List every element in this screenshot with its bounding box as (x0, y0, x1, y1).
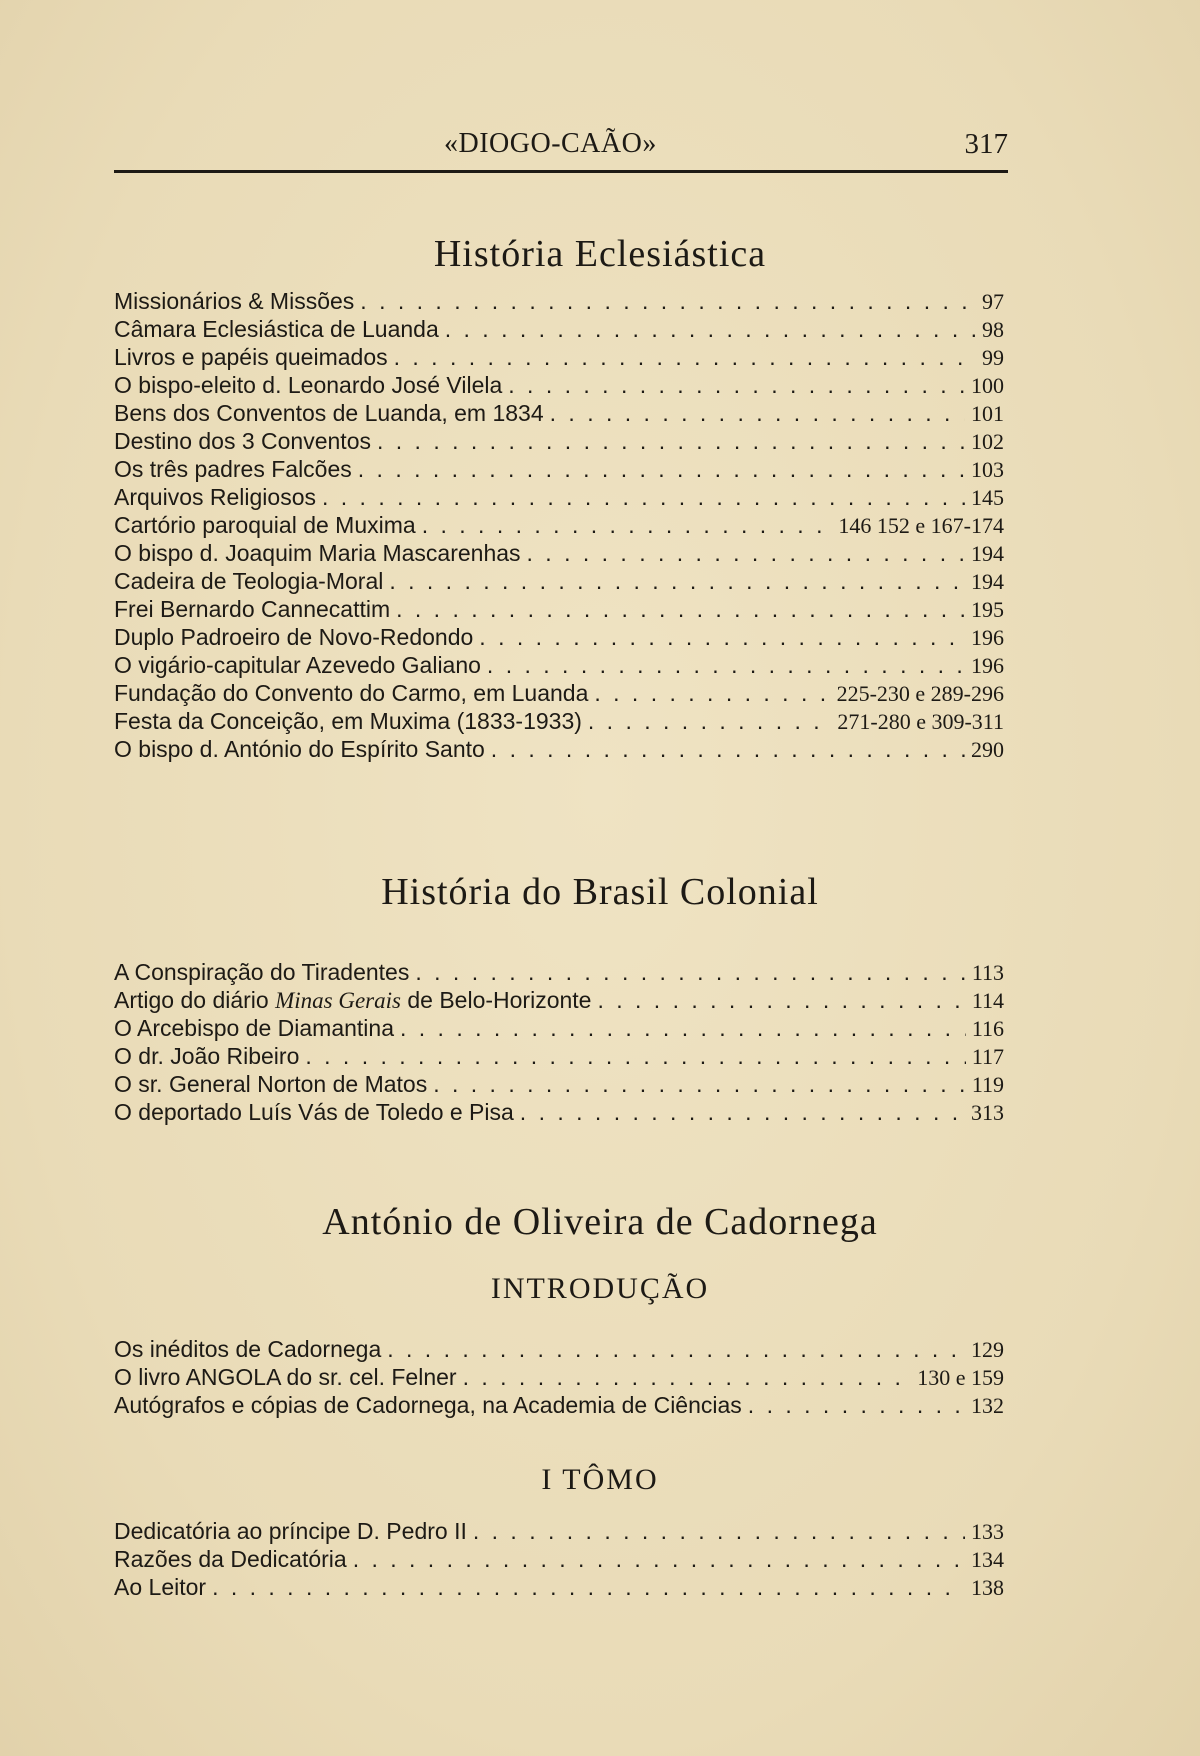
entry-pages: 98 (982, 317, 1004, 342)
entry-label: Os três padres Falcões (114, 456, 352, 482)
entry-pages: 116 (971, 1016, 1004, 1041)
entry-label: O vigário-capitular Azevedo Galiano (114, 652, 481, 678)
toc-entry (114, 371, 1004, 399)
entry-label: O bispo-eleito d. Leonardo José Vilela (114, 372, 503, 398)
entry-pages: 133 (971, 1519, 1004, 1544)
entry-label: Dedicatória ao príncipe D. Pedro II (114, 1518, 467, 1544)
dot-leader (473, 1517, 965, 1545)
entry-label: Duplo Padroeiro de Novo-Redondo (114, 624, 474, 650)
entry-label (114, 986, 591, 1014)
toc-entry (114, 735, 1004, 763)
entry-label: O bispo d. António do Espírito Santo (114, 736, 485, 762)
dot-leader (322, 483, 965, 511)
entry-pages: 194 (971, 541, 1004, 566)
entry-pages: 97 (982, 289, 1004, 314)
entry-pages: 103 (971, 457, 1004, 482)
toc-entry (114, 483, 1004, 511)
entry-pages: 271-280 e 309-311 (837, 709, 1004, 734)
dot-leader (527, 539, 965, 567)
dot-leader (588, 707, 831, 735)
toc-entry (114, 595, 1004, 623)
entry-pages: 196 (971, 653, 1004, 678)
dot-leader (377, 427, 965, 455)
section-title-historia-eclesiastica: História Eclesiástica (433, 233, 767, 275)
page-number: 317 (964, 128, 1008, 160)
entry-pages: 225-230 e 289-296 (836, 681, 1004, 706)
entry-label: Missionários & Missões (114, 288, 355, 314)
dot-leader (394, 343, 976, 371)
dot-leader (433, 1070, 966, 1098)
subtitle-i-tomo: I TÔMO (541, 1463, 659, 1496)
entry-pages: 145 (971, 485, 1004, 510)
entry-label: Destino dos 3 Conventos (114, 428, 371, 454)
entry-label: O deportado Luís Vás de Toledo e Pisa (114, 1099, 514, 1125)
toc-entry (114, 455, 1004, 483)
entry-label: A Conspiração do Tiradentes (114, 959, 410, 985)
toc-entry (114, 1363, 1004, 1391)
entry-pages: 194 (971, 569, 1004, 594)
dot-leader (594, 679, 830, 707)
dot-leader (360, 287, 976, 315)
entry-pages: 132 (971, 1393, 1004, 1418)
entry-pages: 102 (971, 429, 1004, 454)
section-title-historia-brasil-colonial: História do Brasil Colonial (381, 871, 819, 913)
toc-entry (114, 427, 1004, 455)
entry-label-before: Artigo do diário (114, 987, 276, 1013)
entry-pages: 117 (971, 1044, 1004, 1069)
entry-label: Cadeira de Teologia-Moral (114, 568, 384, 594)
entry-pages: 114 (971, 988, 1004, 1013)
toc-entry (114, 1070, 1004, 1098)
entry-label: Os inéditos de Cadornega (114, 1336, 382, 1362)
dot-leader (389, 567, 965, 595)
toc-entry (114, 958, 1004, 986)
dot-leader (550, 399, 965, 427)
entry-label: Câmara Eclesiástica de Luanda (114, 316, 439, 342)
toc-entry (114, 1517, 1004, 1545)
toc-entry (114, 1042, 1004, 1070)
entry-label: Frei Bernardo Cannecattim (114, 596, 391, 622)
entry-pages: 196 (971, 625, 1004, 650)
entry-label-italic: Minas Gerais (275, 988, 401, 1013)
toc-entry (114, 1335, 1004, 1363)
toc-list-i-tomo (114, 1517, 1004, 1601)
entry-label: Ao Leitor (114, 1574, 207, 1600)
entry-pages: 313 (971, 1100, 1004, 1125)
entry-label: Bens dos Conventos de Luanda, em 1834 (114, 400, 544, 426)
dot-leader (463, 1363, 912, 1391)
dot-leader (353, 1545, 965, 1573)
entry-label: Autógrafos e cópias de Cadornega, na Academia de Ciências (114, 1392, 742, 1418)
toc-entry (114, 539, 1004, 567)
dot-leader (487, 651, 965, 679)
entry-pages: 129 (971, 1337, 1004, 1362)
entry-label: O Arcebispo de Diamantina (114, 1015, 394, 1041)
toc-entry (114, 511, 1004, 539)
entry-label: O dr. João Ribeiro (114, 1043, 300, 1069)
toc-entry (114, 986, 1004, 1014)
toc-entry (114, 315, 1004, 343)
toc-list-historia-brasil-colonial (114, 958, 1004, 1126)
dot-leader (358, 455, 965, 483)
toc-entry (114, 623, 1004, 651)
toc-entry (114, 287, 1004, 315)
toc-entry (114, 1391, 1004, 1419)
dot-leader (508, 371, 965, 399)
dot-leader (445, 315, 976, 343)
entry-pages: 100 (971, 373, 1004, 398)
running-title: «DIOGO-CAÃO» (444, 128, 657, 159)
entry-pages: 101 (971, 401, 1004, 426)
entry-pages: 138 (971, 1575, 1004, 1600)
entry-label: Cartório paroquial de Muxima (114, 512, 416, 538)
page-header (114, 128, 1008, 173)
toc-list-introducao (114, 1335, 1004, 1419)
entry-pages: 195 (971, 597, 1004, 622)
dot-leader (491, 735, 965, 763)
toc-entry (114, 1098, 1004, 1126)
entry-label: O livro ANGOLA do sr. cel. Felner (114, 1364, 457, 1390)
entry-pages: 134 (971, 1547, 1004, 1572)
entry-label: Festa da Conceição, em Muxima (1833-1933) (114, 708, 582, 734)
dot-leader (415, 958, 965, 986)
dot-leader (400, 1014, 966, 1042)
toc-entry (114, 679, 1004, 707)
entry-label: O bispo d. Joaquim Maria Mascarenhas (114, 540, 521, 566)
entry-pages: 130 e 159 (917, 1365, 1004, 1390)
dot-leader (479, 623, 965, 651)
entry-label: O sr. General Norton de Matos (114, 1071, 428, 1097)
toc-entry (114, 1573, 1004, 1601)
section-title-cadornega: António de Oliveira de Cadornega (322, 1201, 878, 1243)
subtitle-introducao: INTRODUÇÃO (490, 1272, 710, 1305)
dot-leader (212, 1573, 965, 1601)
entry-label-after: de Belo-Horizonte (400, 987, 592, 1013)
toc-entry (114, 707, 1004, 735)
entry-pages: 113 (971, 960, 1004, 985)
toc-list-historia-eclesiastica (114, 287, 1004, 763)
entry-label: Livros e papéis queimados (114, 344, 388, 370)
entry-pages: 290 (971, 737, 1004, 762)
dot-leader (396, 595, 965, 623)
dot-leader (422, 511, 833, 539)
dot-leader (520, 1098, 965, 1126)
toc-entry (114, 399, 1004, 427)
toc-entry (114, 651, 1004, 679)
entry-label: Fundação do Convento do Carmo, em Luanda (114, 680, 589, 706)
dot-leader (305, 1042, 965, 1070)
dot-leader (387, 1335, 965, 1363)
dot-leader (597, 986, 965, 1014)
entry-label: Arquivos Religiosos (114, 484, 316, 510)
toc-entry (114, 567, 1004, 595)
entry-pages: 119 (971, 1072, 1004, 1097)
toc-entry (114, 343, 1004, 371)
toc-entry (114, 1014, 1004, 1042)
toc-entry (114, 1545, 1004, 1573)
dot-leader (748, 1391, 965, 1419)
entry-pages: 99 (982, 345, 1004, 370)
entry-label: Razões da Dedicatória (114, 1546, 347, 1572)
entry-pages: 146 152 e 167-174 (838, 513, 1004, 538)
